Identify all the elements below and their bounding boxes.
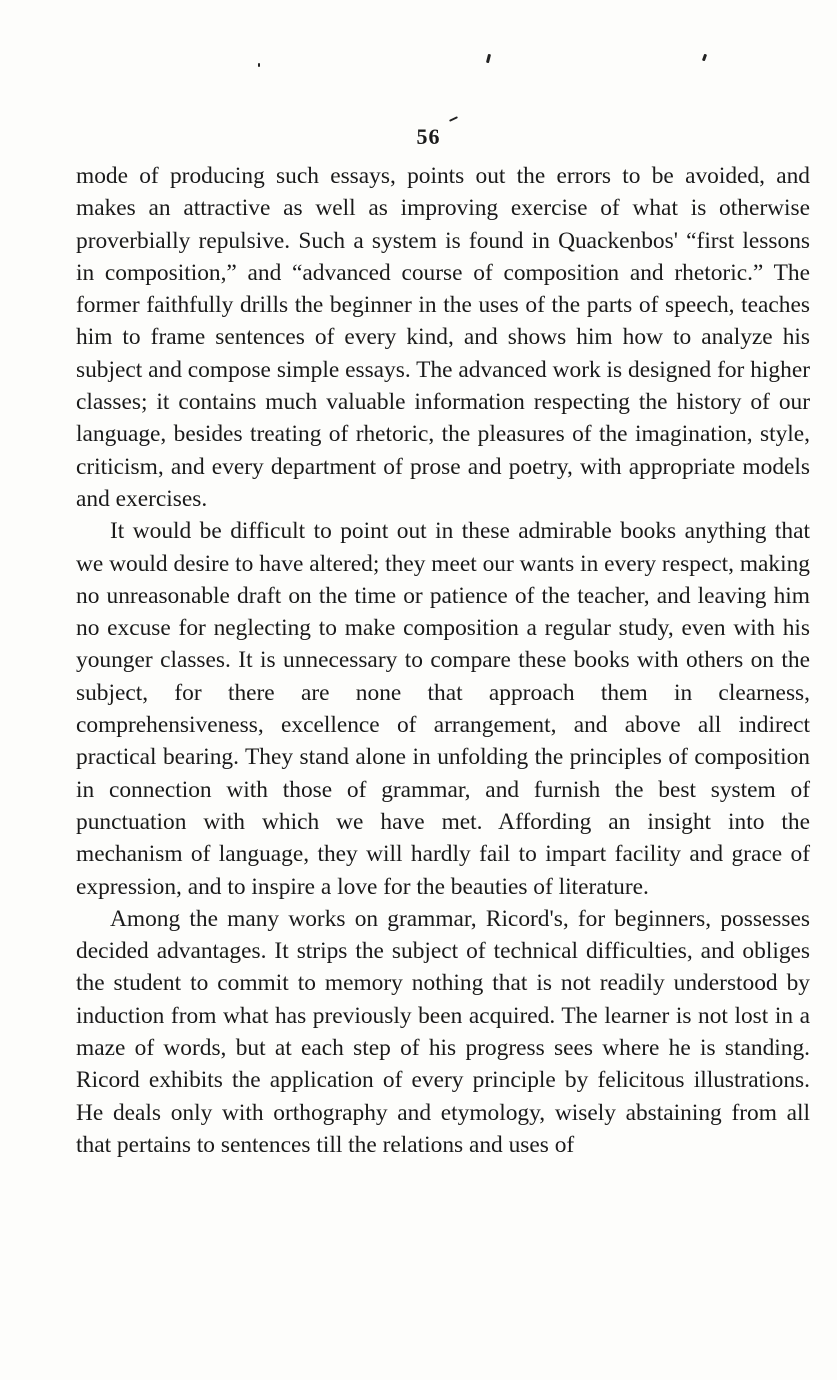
ink-speck [258, 63, 260, 67]
paragraph-ricord-grammar: Among the many works on grammar, Ricord's, for beginners, possesses decided advantages. It strips the subject of technical difficulties, and obliges the student to commit to memory nothing that is not readily understood by induction from what has previously been acquired. The learner is not lost in a maze of words, but at each step of his progress sees where he is standing. Ricord exhibits the application of every principle by felicitous illustrations. He deals only with orthography and etymology, wisely abstaining from all that pertains to sentences till the relations and uses of [76, 905, 810, 1158]
page-number: 56 [416, 124, 441, 149]
ink-speck [702, 54, 707, 62]
ink-speck [449, 116, 458, 122]
body-text [76, 160, 810, 1161]
paragraph-composition-books: mode of producing such essays, points out the errors to be avoided, and makes an attractive as well as improving exercise of what is otherwise proverbially repulsive. Such a system is found in Quackenbos' “first lessons in composition,” and “advanced course of composition and rhetoric.” The former faithfully drills the beginner in the uses of the parts of speech, teaches him to frame sentences of every kind, and shows him how to analyze his subject and compose simple essays. The advanced work is designed for higher classes; it contains much valuable information respecting the history of our language, besides treating of rhetoric, the pleasures of the imagination, style, criticism, and every department of prose and poetry, with appropriate models and exercises. [76, 163, 810, 512]
paragraph-admirable-books: It would be difficult to point out in these admirable books anything that we would desire to have altered; they meet our wants in every respect, making no unreasonable draft on the time or patience of the teacher, and leaving him no excuse for neglecting to make composition a regular study, even with his younger classes. It is unnecessary to compare these books with others on the subject, for there are none that approach them in clearness, comprehensiveness, excellence of arrangement, and above all indirect practical bearing. They stand alone in unfolding the principles of composition in connection with those of grammar, and furnish the best system of punctuation with which we have met. Affording an insight into the mechanism of language, they will hardly fail to impart facility and grace of expression, and to inspire a love for the beauties of literature. [76, 518, 810, 900]
ink-speck [486, 54, 491, 63]
